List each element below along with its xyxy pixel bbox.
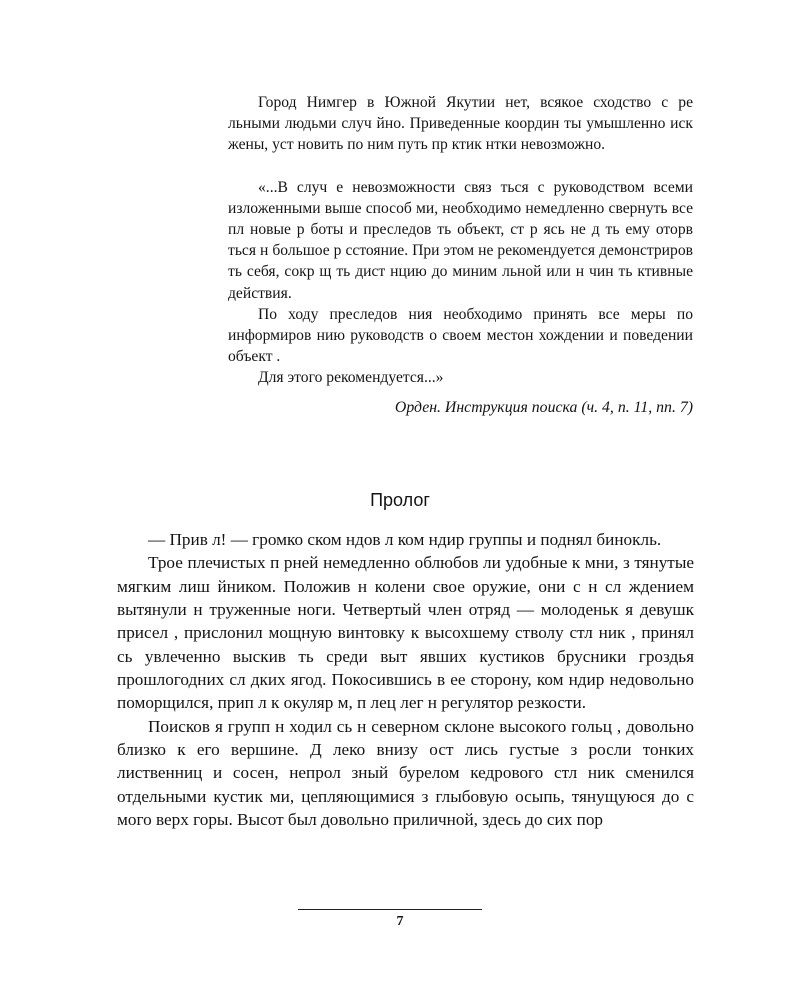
disclaimer-note: Город Нимгер в Южной Якутии нет, всякое сходство с ре льными людьми случ йно. Приведенные координ ты умышленно иск жены, уст новить по ним путь пр ктик нтки невозможно. xyxy=(228,94,693,154)
epigraph xyxy=(228,92,693,418)
quote-paragraph: По ходу преследов ния необходимо принять все меры по информиров нию руководств о своем местон хождении и поведении объект . xyxy=(228,305,693,366)
body-paragraph: Поисков я групп н ходил сь н северном склоне высокого гольц , довольно близко к его вершине. Д леко внизу ост лись густые з росли тонких лиственниц и сосен, непрол зный бурелом кедрового стл ник сменился отдельными кустик ми, цепляющимися з глыбовую осыпь, тянущуюся до с мого верх горы. Высот был довольно приличной, здесь до сих пор xyxy=(117,716,694,830)
quote-paragraph: «...В случ е невозможности связ ться с руководством всеми изложенными выше способ ми, необходимо немедленно свернуть все пл новые р боты и преследов ть объект, ст р ясь не д ть ему оторв ться н большое р сстояние. При этом не рекомендуется демонстриров ть себя, сокр щ ть дист нцию до миним льной или н чин ть ктивные действия. xyxy=(228,178,693,302)
main-text xyxy=(117,528,694,831)
footer-rule xyxy=(298,909,482,910)
quote-source: Орден. Инструкция поиска (ч. 4, п. 11, пп. 7) xyxy=(394,398,693,416)
chapter-title: Пролог xyxy=(370,490,430,510)
quote-paragraph: Для этого рекомендуется...» xyxy=(258,369,444,387)
body-paragraph: Трое плечистых п рней немедленно облюбов ли удобные к мни, з тянутые мягким лиш йником. Положив н колени свое оружие, они с н сл ждением вытянули н труженные ноги. Четвертый член отряд — молоденьк я девушк присел , прислонил мощную винтовку к высохшему стволу стл ник , принял сь увлеченно выскив ть среди выт явших кустиков брусники гроздья прошлогодних сл дких ягод. Покосившись в ее сторону, ком ндир недовольно поморщился, прип л к окуляр м, п лец лег н регулятор резкости. xyxy=(117,553,694,713)
body-paragraph: — Прив л! — громко ском ндов л ком ндир группы и поднял бинокль. xyxy=(148,530,662,549)
epigraph-gap xyxy=(228,156,693,177)
page-number: 7 xyxy=(396,914,404,929)
